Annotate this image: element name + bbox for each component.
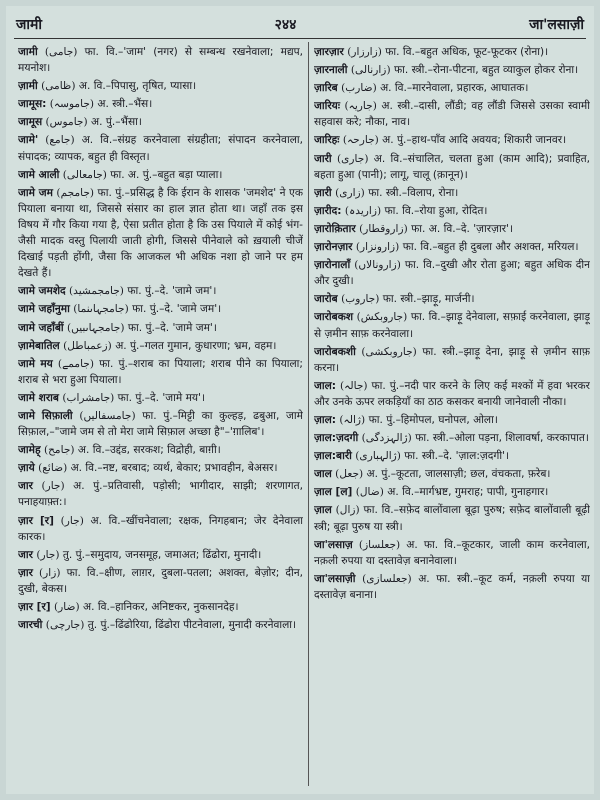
entry-headword: ज़ारोनालाँ — [314, 259, 351, 272]
right-column — [314, 44, 590, 786]
entry-headword: ज़ार [र] — [18, 601, 51, 613]
entry-urdu-spelling: (جاریہ) — [344, 100, 377, 113]
entry-headword: ज़ारीद: — [314, 204, 342, 217]
entry-definition: फा. पुं.–हिमोपल, घनोपल, ओला। — [368, 413, 498, 426]
entry-definition: फा. पुं.–शराब का पियाला; शराब पीने का पियाला; शराब से भरा हुआ पियाला। — [18, 357, 303, 386]
entry-headword: ज़ारी — [314, 186, 332, 199]
entry-definition: अ. वि.–खींचनेवाला; रक्षक, निगहबान; जेर देनेवाला कारक। — [18, 514, 303, 543]
entry-urdu-spelling: (جامع) — [45, 134, 75, 147]
entry-urdu-spelling: (جامجہاںبیں) — [67, 321, 125, 334]
dictionary-entry — [314, 466, 590, 482]
entry-urdu-spelling: (ضائع) — [38, 462, 68, 475]
dictionary-entry — [18, 356, 303, 388]
header-rule — [14, 38, 586, 39]
entry-headword: जाल — [314, 468, 332, 481]
dictionary-entry — [314, 448, 590, 464]
dictionary-entry — [314, 221, 590, 237]
entry-headword: जामे जहाँनुमा — [18, 303, 70, 316]
entry-urdu-spelling: (جار) — [36, 548, 60, 561]
dictionary-entry — [314, 44, 590, 60]
dictionary-entry — [18, 185, 303, 282]
entry-urdu-spelling: (زارنالی) — [350, 64, 391, 77]
entry-headword: जारोबकश — [314, 311, 354, 324]
entry-headword: जामेह् — [18, 444, 41, 457]
dictionary-entry — [18, 547, 303, 563]
entry-definition: फा. स्त्री.–रोना-पीटना, बहुत व्याकुल होकर रोना। — [393, 64, 579, 77]
entry-definition: फा. पुं.–दे. 'जामे जम'। — [127, 321, 217, 334]
entry-definition: फा. वि.–'जाम' (नगर) से सम्बन्ध रखनेवाला; मद्यप, मयनोश। — [18, 46, 303, 75]
entry-urdu-spelling: (ظامی) — [41, 80, 76, 93]
entry-definition: अ. वि.–मार्गभ्रष्ट, गुमराह; पापी, गुनाहगार। — [387, 486, 549, 499]
entry-definition: फा. वि.–क्षीण, लाग़र, दुबला-पतला; अशक्त, बेज़ोर; दीन, दुखी, बेकस। — [18, 566, 303, 595]
entry-definition: फा. पुं.–दे. 'जामे जम'। — [127, 285, 217, 298]
dictionary-entry — [18, 599, 303, 615]
entry-headword: जारोब — [314, 293, 338, 306]
entry-definition: फा. वि.–सफ़ेद बालोंवाला बूढ़ा पुरुष; सफ़ेद बालोंवाली बूढ़ी स्त्री; बूढ़ा पुरुष या स्त्री। — [314, 504, 590, 533]
dictionary-entry — [18, 44, 303, 76]
entry-definition: फा. स्त्री.–दे. 'ज़ाल:ज़दगी'। — [404, 450, 510, 463]
dictionary-entry — [314, 537, 590, 569]
entry-definition: अ. वि.–संचालित, चलता हुआ (काम आदि); प्रवाहित, बहता हुआ (पानी); लागू, चालू (क़ानून)। — [314, 152, 590, 181]
entry-headword: ज़ाल: — [314, 413, 337, 426]
dictionary-entry — [314, 151, 590, 183]
entry-urdu-spelling: (جار) — [41, 480, 65, 493]
dictionary-entry — [18, 408, 303, 440]
entry-headword: ज़ारोनज़ार — [314, 241, 353, 254]
entry-definition: अ. वि.–संग्रह करनेवाला संग्रहीता; संपादन करनेवाला, संपादक; व्यापक, बहुत ही विस्तृत। — [18, 134, 303, 163]
entry-headword: जार — [18, 548, 33, 561]
entry-urdu-spelling: (جعلساز) — [358, 538, 401, 551]
entry-definition: फा. अ. वि.–दे. 'ज़ारज़ार'। — [411, 222, 513, 235]
left-column — [18, 44, 303, 786]
entry-headword: ज़ाल:ज़दगी — [314, 432, 359, 445]
entry-headword: जामूस: — [18, 98, 47, 111]
entry-definition: फा. वि.–बहुत ही दुबला और अशक्त, मरियल। — [402, 241, 579, 254]
dictionary-entry — [314, 412, 590, 428]
entry-urdu-spelling: (جامجم) — [56, 186, 95, 199]
entry-headword: जामे जम — [18, 186, 53, 199]
entry-urdu-spelling: (جاری) — [336, 152, 369, 165]
dictionary-entry — [18, 96, 303, 112]
entry-headword: जारची — [18, 619, 43, 632]
entry-headword: ज़ामेबातिल — [18, 339, 60, 352]
dictionary-entry — [314, 98, 590, 130]
entry-urdu-spelling: (جعل) — [335, 468, 364, 481]
entry-headword: ज़ाये — [18, 462, 35, 475]
entry-headword: ज़ारनाली — [314, 64, 348, 77]
entry-urdu-spelling: (زارونزار) — [355, 241, 400, 254]
entry-urdu-spelling: (زارزار) — [347, 46, 382, 58]
dictionary-entry — [18, 478, 303, 510]
entry-headword: जाल: — [314, 379, 337, 392]
entry-urdu-spelling: (زال) — [335, 504, 360, 517]
entry-definition: फा. वि.–बहुत अधिक, फूट-फूटकर (रोना)। — [385, 46, 549, 58]
entry-urdu-spelling: (جاروب) — [341, 293, 380, 306]
entry-headword: जामे' — [18, 134, 39, 147]
entry-definition: फा. पुं.–नदी पार करने के लिए कई मश्कों में हवा भरकर और उनके ऊपर लकड़ियाँ का ठाठ कसकर बनायी जानेवाली नौका। — [314, 379, 590, 408]
dictionary-entry — [314, 571, 590, 603]
entry-definition: फा. पुं.–दे. 'जामे जम'। — [132, 303, 222, 316]
dictionary-entry — [18, 320, 303, 336]
entry-headword: ज़ार [र] — [18, 514, 54, 527]
entry-urdu-spelling: (زار) — [39, 566, 61, 579]
entry-definition: फा. स्त्री.–झाड़ू, मार्जनी। — [382, 293, 475, 306]
dictionary-entry — [314, 430, 590, 446]
entry-definition: फा. वि.–रोया हुआ, रोदित। — [384, 204, 488, 217]
entry-urdu-spelling: (ژالہ) — [339, 413, 366, 426]
dictionary-entry — [314, 502, 590, 534]
entry-urdu-spelling: (ضار) — [54, 601, 80, 613]
entry-urdu-spelling: (جارحہ) — [342, 134, 379, 147]
entry-headword: जारोबकशी — [314, 345, 356, 358]
dictionary-entry — [314, 185, 590, 201]
entry-urdu-spelling: (جامح) — [43, 444, 75, 457]
entry-urdu-spelling: (جاممے) — [57, 357, 94, 370]
dictionary-entry — [314, 309, 590, 341]
dictionary-entry — [18, 617, 303, 633]
entry-definition: अ. स्त्री.–भैंस। — [97, 98, 153, 111]
entry-headword: जार — [18, 480, 33, 493]
entry-headword: ज़ाल [ल] — [314, 486, 353, 499]
dictionary-entry — [18, 338, 303, 354]
entry-definition: फा. स्त्री.–विलाप, रोना। — [368, 186, 459, 199]
entry-definition: अ. पुं.–गलत गुमान, कुधारणा; भ्रम, वहम। — [115, 339, 277, 352]
entry-headword: जामे सिफ़ाली — [18, 409, 73, 422]
entry-definition: अ. पुं.–भैंसा। — [91, 116, 142, 129]
dictionary-entry — [18, 167, 303, 183]
entry-headword: जारियः — [314, 100, 340, 113]
dictionary-entry — [18, 132, 303, 164]
entry-definition: फा. वि.–झाड़ू देनेवाला, सफ़ाई करनेवाला, झाड़ू से ज़मीन साफ़ करनेवाला। — [314, 311, 590, 340]
right-guide-word: जा'लसाज़ी — [529, 16, 584, 33]
dictionary-entry — [314, 378, 590, 410]
entry-headword: जामे जमशेद — [18, 285, 66, 298]
entry-headword: जारिहः — [314, 134, 340, 147]
dictionary-entry — [18, 114, 303, 130]
entry-definition: फा. वि.–दुखी और रोता हुआ; बहुत अधिक दीन और दुखी। — [314, 259, 590, 288]
entry-headword: जा'लसाज़ी — [314, 572, 356, 585]
entry-urdu-spelling: (ژالہباری) — [355, 450, 401, 463]
entry-urdu-spelling: (جعلسازی) — [362, 572, 412, 585]
entry-definition: अ. वि.–उद्दंड, सरकश; विद्रोही, बाग़ी। — [77, 444, 221, 457]
dictionary-entry — [314, 203, 590, 219]
dictionary-entry — [18, 442, 303, 458]
entry-urdu-spelling: (جامجہاںنما) — [73, 303, 129, 316]
entry-urdu-spelling: (جاموسہ) — [49, 98, 95, 111]
entry-urdu-spelling: (زاری) — [335, 186, 365, 199]
dictionary-entry — [314, 80, 590, 96]
dictionary-entry — [18, 301, 303, 317]
entry-urdu-spelling: (جاروبکش) — [356, 311, 408, 324]
entry-definition: फा. स्त्री.–झाड़ू देना, झाड़ू से ज़मीन साफ़ करना। — [314, 345, 590, 374]
entry-definition: फा. स्त्री.–ओला पड़ना, शिलावर्षा, करकापात। — [415, 432, 589, 445]
entry-headword: जारी — [314, 152, 332, 165]
dictionary-entry — [314, 291, 590, 307]
entry-urdu-spelling: (جامعالی) — [62, 168, 107, 181]
entry-headword: जामे मय — [18, 357, 53, 370]
entry-urdu-spelling: (زاریدہ) — [344, 204, 382, 217]
entry-definition: अ. वि.–हानिकर, अनिष्टकर, नुकसानदेह। — [83, 601, 239, 613]
dictionary-entry — [18, 78, 303, 94]
entry-urdu-spelling: (ضارب) — [341, 82, 377, 95]
entry-urdu-spelling: (جار) — [60, 514, 84, 527]
dictionary-entry — [314, 62, 590, 78]
dictionary-entry — [314, 257, 590, 289]
dictionary-entry — [18, 460, 303, 476]
dictionary-entry — [18, 565, 303, 597]
entry-urdu-spelling: (جالہ) — [340, 379, 368, 392]
entry-definition: तु. पुं.–ढिंढोरिया, ढिंढोरा पीटनेवाला, मुनादी करनेवाला। — [87, 619, 297, 632]
entry-definition: अ. वि.–मारनेवाला, प्रहारक, आघातक। — [380, 82, 529, 95]
entry-definition: अ. फा. स्त्री.–कूट कर्म, नक़ली रुपया या दस्तावेज़ बनाना। — [314, 572, 590, 601]
entry-definition: फा. अ. पुं.–बहुत बड़ा प्याला। — [110, 168, 223, 181]
entry-headword: ज़ाल:बारी — [314, 450, 352, 463]
entry-headword: ज़ार — [18, 566, 33, 579]
entry-headword: जा'लसाज़ — [314, 538, 353, 551]
entry-headword: ज़ाल — [314, 504, 332, 517]
dictionary-entry — [314, 132, 590, 148]
entry-urdu-spelling: (جاموس) — [45, 116, 88, 129]
column-divider — [308, 42, 309, 786]
entry-headword: ज़ारोक़ितार — [314, 222, 356, 235]
entry-definition: अ. स्त्री.–दासी, लौंडी; वह लौंडी जिससे उसका स्वामी सहवास करे; नौका, नाव। — [314, 100, 590, 129]
entry-definition: तु. पुं.–समुदाय, जनसमूह, जमाअत; ढिंढोरा, मुनादी। — [62, 548, 262, 561]
entry-headword: जामी — [18, 46, 38, 58]
entry-headword: ज़ामी — [18, 80, 38, 93]
entry-headword: जामे जहाँबीं — [18, 321, 64, 334]
dictionary-entry — [18, 283, 303, 299]
entry-urdu-spelling: (جامی) — [44, 46, 78, 58]
entry-headword: जामे शराब — [18, 391, 59, 404]
page-header — [16, 12, 584, 36]
entry-urdu-spelling: (جامجمشید) — [69, 285, 124, 298]
entry-urdu-spelling: (جاروبکشی) — [361, 345, 417, 358]
entry-urdu-spelling: (جارچی) — [45, 619, 85, 632]
dictionary-entry — [314, 344, 590, 376]
dictionary-page — [6, 6, 594, 794]
entry-headword: ज़ारज़ार — [314, 46, 344, 58]
entry-definition: फा. पुं.–मिट्टी का कुल्हड़, ढबुआ, जामे सिफ़ाल,–"जामे जम से तो मेरा जामे सिफ़ाल अच्छा है"–'ग़ालिब'। — [18, 409, 303, 439]
entry-definition: फा. पुं.–दे. 'जामे मय'। — [117, 391, 205, 404]
left-guide-word: जामी — [16, 16, 43, 33]
dictionary-entry — [314, 239, 590, 255]
entry-urdu-spelling: (زاروقطار) — [359, 222, 408, 235]
entry-urdu-spelling: (جامسفالیں) — [79, 409, 136, 422]
entry-definition: अ. वि.–पिपासु, तृषित, प्यासा। — [78, 80, 197, 93]
entry-urdu-spelling: (ژالہزدگی) — [361, 432, 412, 445]
dictionary-entry — [18, 390, 303, 406]
entry-headword: ज़ारिब — [314, 82, 338, 95]
entry-urdu-spelling: (ضال) — [355, 486, 384, 499]
entry-headword: जामूस — [18, 116, 43, 129]
entry-headword: जामे आली — [18, 168, 60, 181]
entry-definition: अ. फा. वि.–कूटकार, जाली काम करनेवाला, नक़ली रुपया या दस्तावेज़ बनानेवाला। — [314, 538, 590, 567]
entry-definition: अ. पुं.–हाथ-पाँव आदि अवयव; शिकारी जानवर। — [382, 134, 567, 147]
entry-definition: अ. वि.–नष्ट, बरबाद; व्यर्थ, बेकार; प्रभावहीन, बेअसर। — [70, 462, 278, 475]
entry-definition: फा. पुं.–प्रसिद्ध है कि ईरान के शासक 'जमशेद' ने एक पियाला बनाया था, जिससे संसार का हाल ज्ञात होता था। जहाँ तक इस विषय में गौर किया गया है, ऐसा प्रतीत होता है कि उस पियाले में कोई भंग-जैसी मादक वस्तु पिलायी जाती होगी, जिससे पीनेवाले को ख़याली चीजें दिखाई पड़ती होंगी, जैसा कि आजकल भी अधिक नशा हो जाने पर हम देखते हैं। — [18, 186, 303, 280]
entry-urdu-spelling: (زعمباطل) — [63, 339, 112, 352]
dictionary-entry — [18, 513, 303, 545]
dictionary-entry — [314, 484, 590, 500]
entry-urdu-spelling: (زارونالاں) — [354, 259, 401, 272]
entry-urdu-spelling: (جامشراب) — [62, 391, 115, 404]
entry-definition: अ. पुं.–कूटता, जालसाज़ी; छल, वंचकता, फ़रेब। — [366, 468, 551, 481]
page-number: २४४ — [274, 16, 297, 33]
entry-definition: अ. पुं.–प्रतिवासी, पड़ोसी; भागीदार, साझी; शरणागत, पनाहयाफ़्त:। — [18, 480, 303, 509]
